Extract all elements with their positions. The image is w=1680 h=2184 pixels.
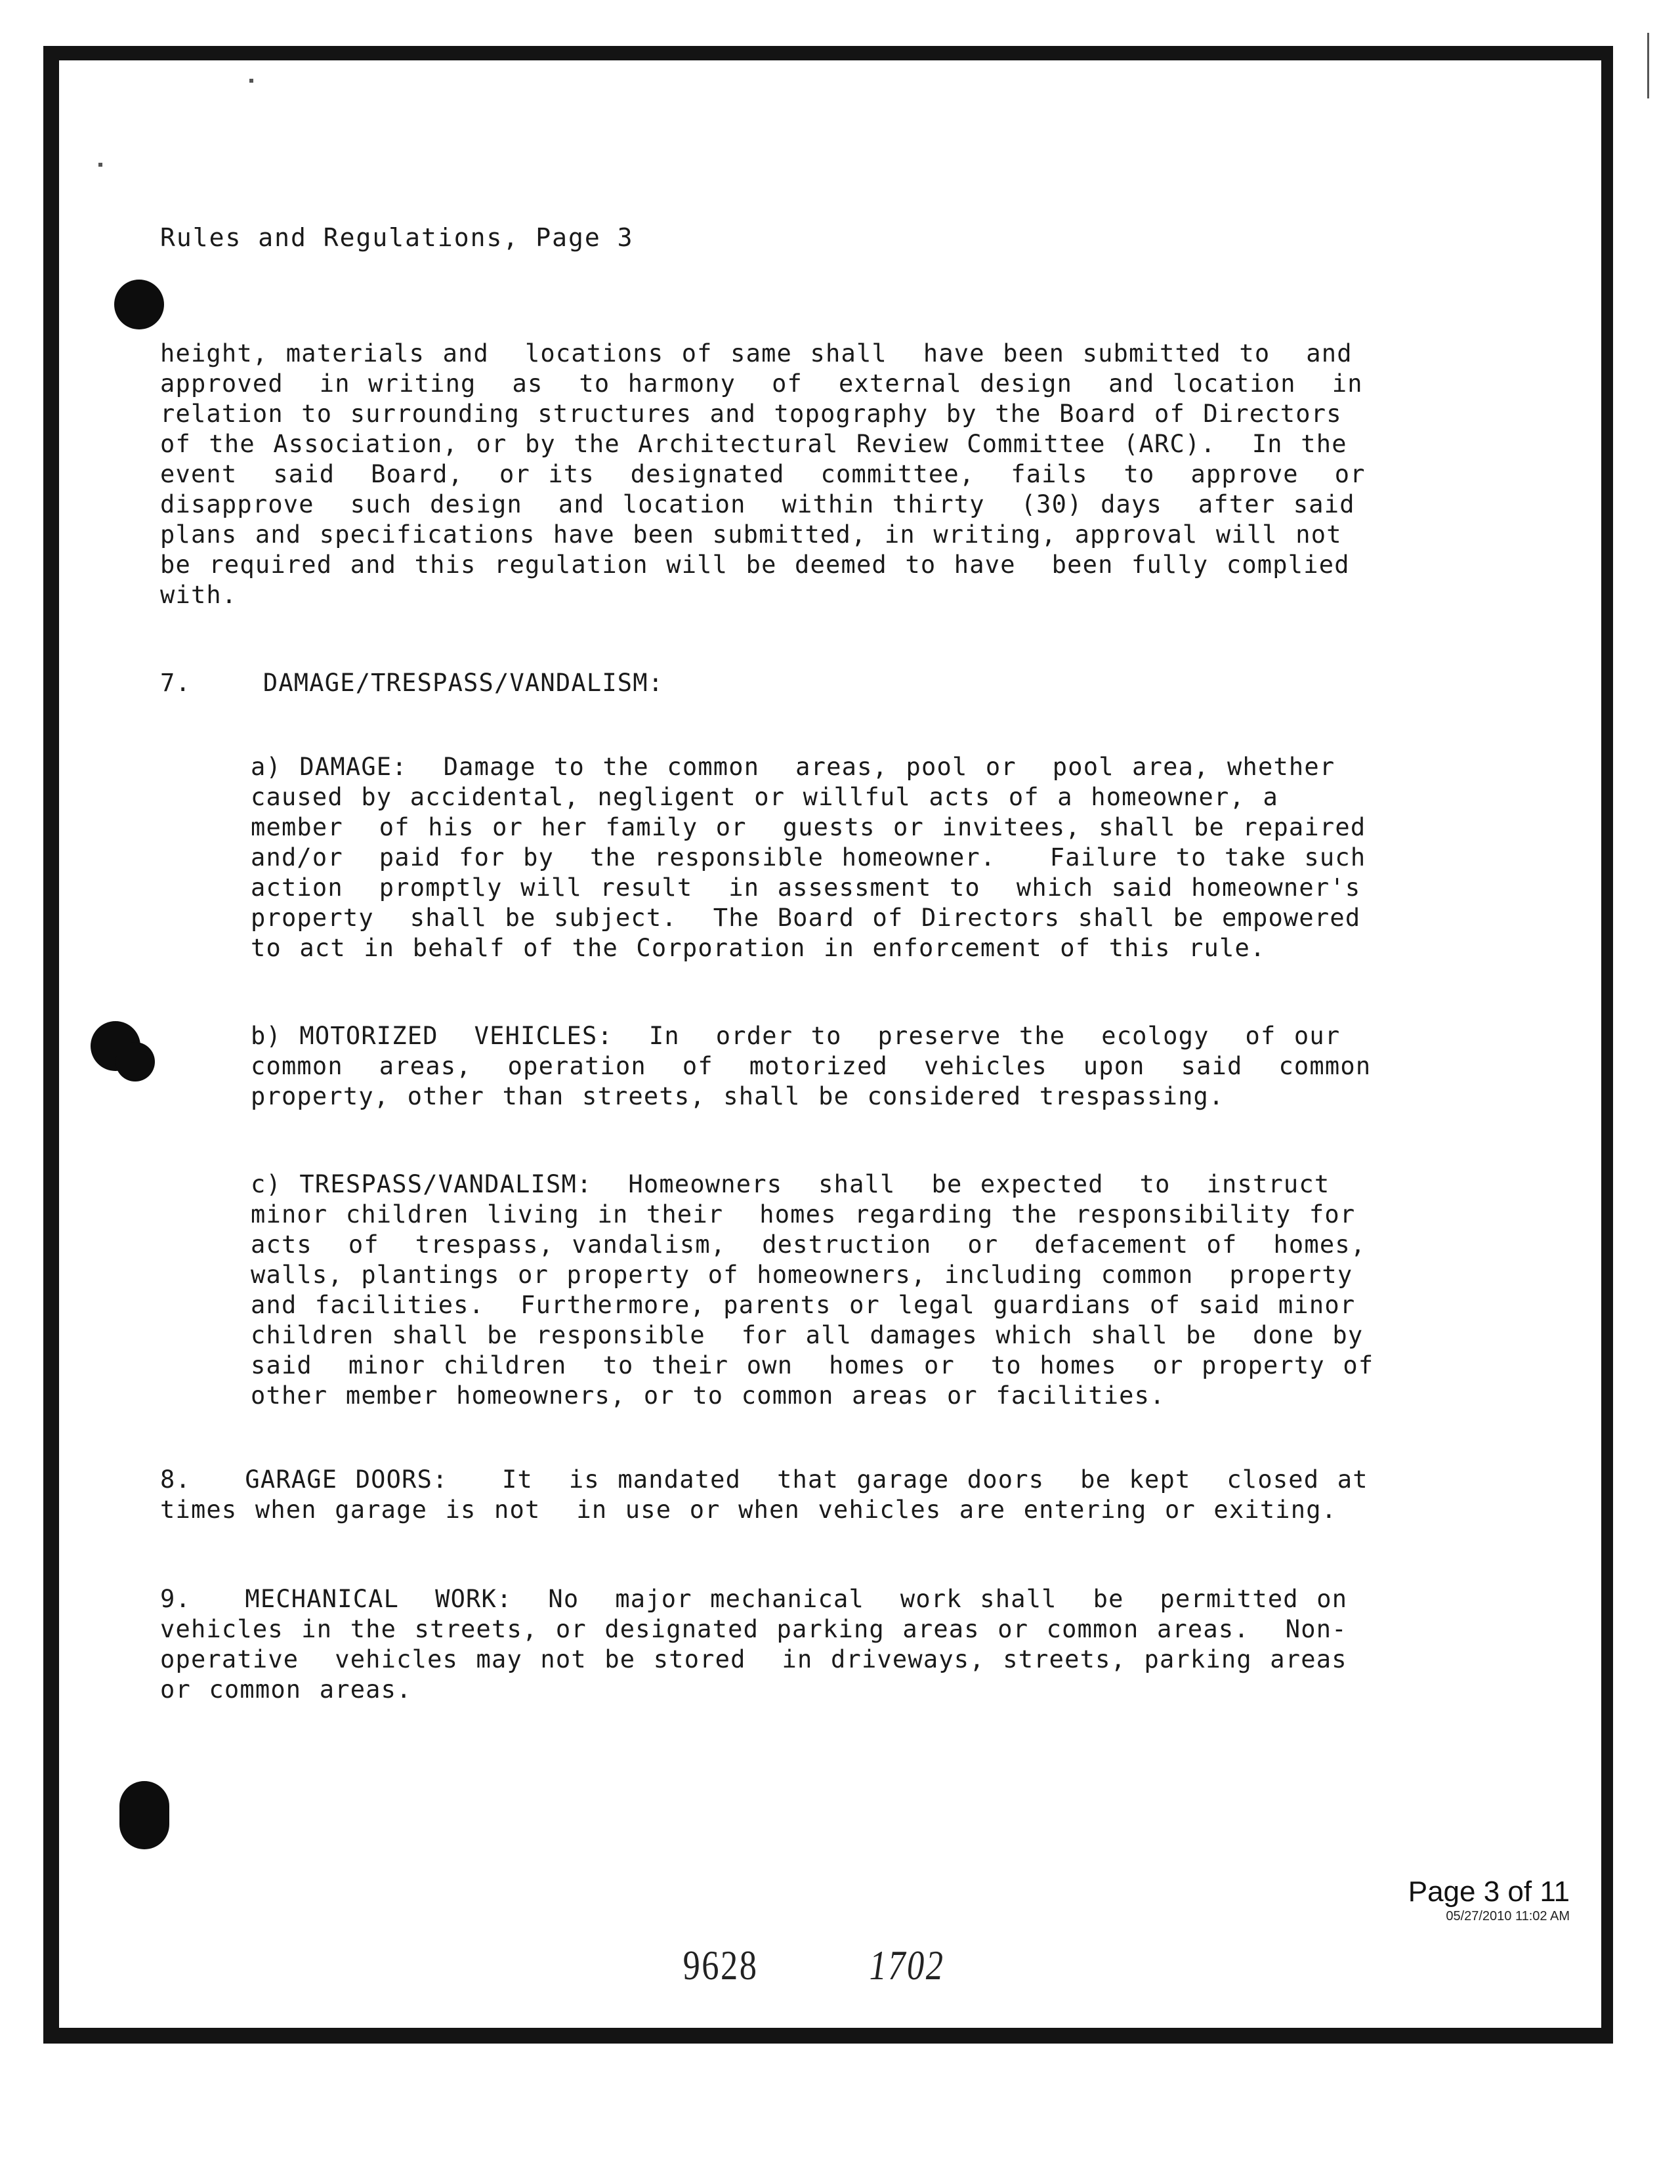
section-7-heading: 7. DAMAGE/TRESPASS/VANDALISM:: [160, 669, 664, 697]
section-7b-motorized-vehicles: b) MOTORIZED VEHICLES: In order to preserve the ecology of our common areas, operation of motorized vehicles upon said common property, other than streets, shall be considered trespassing.: [251, 1022, 1372, 1110]
punch-hole-top: [114, 280, 164, 329]
print-timestamp: 05/27/2010 11:02 AM: [1446, 1909, 1570, 1923]
section-8-garage-doors: 8. GARAGE DOORS: It is mandated that garage doors be kept closed at times when garage is not in use or when vehicles are entering or exiting.: [160, 1465, 1368, 1524]
scan-speck: [98, 163, 102, 167]
section-9-mechanical-work: 9. MECHANICAL WORK: No major mechanical work shall be permitted on vehicles in the streets, or designated parking areas or common areas. Non- operative vehicles may not be stored in driveways, streets, parking areas or common areas.: [160, 1585, 1348, 1704]
scan-speck: [1647, 33, 1649, 98]
recording-page-number: 1702: [869, 1942, 945, 1988]
page-header: Rules and Regulations, Page 3: [160, 223, 634, 252]
intro-paragraph: height, materials and locations of same shall have been submitted to and approved in writing as to harmony of external design and location in relation to surrounding structures and topography by the Board of Directors of the Association, or by the Architectural Review Committee (ARC). In the event said Board, or its designated committee, fails to approve or disapprove such design and location within thirty (30) days after said plans and specifications have been submitted, in writing, approval will not be required and this regulation will be deemed to have been fully complied with.: [160, 339, 1366, 609]
section-7a-damage: a) DAMAGE: Damage to the common areas, pool or pool area, whether caused by accidental, negligent or willful acts of a homeowner, a member of his or her family or guests or invitees, shall be repaired and/or paid for by the responsible homeowner. Failure to take such action promptly will result in assessment to which said homeowner's property shall be subject. The Board of Directors shall be empowered to act in behalf of the Corporation in enforcement of this rule.: [251, 753, 1366, 962]
scan-speck: [249, 79, 253, 83]
page-count: Page 3 of 11: [1408, 1876, 1570, 1908]
section-7c-trespass-vandalism: c) TRESPASS/VANDALISM: Homeowners shall be expected to instruct minor children living in their homes regarding the responsibility for acts of trespass, vandalism, destruction or defacement of homes, walls, plantings or property of homeowners, including common property and facilities. Furthermore, parents or legal guardians of said minor children shall be responsible for all damages which shall be done by said minor children to their own homes or to homes or property of other member homeowners, or to common areas or facilities.: [251, 1170, 1374, 1410]
page-indicator: [1408, 1876, 1570, 1924]
punch-hole-middle-shadow: [116, 1042, 155, 1082]
recording-book-number: 9628: [682, 1942, 759, 1988]
punch-hole-bottom: [119, 1781, 169, 1849]
